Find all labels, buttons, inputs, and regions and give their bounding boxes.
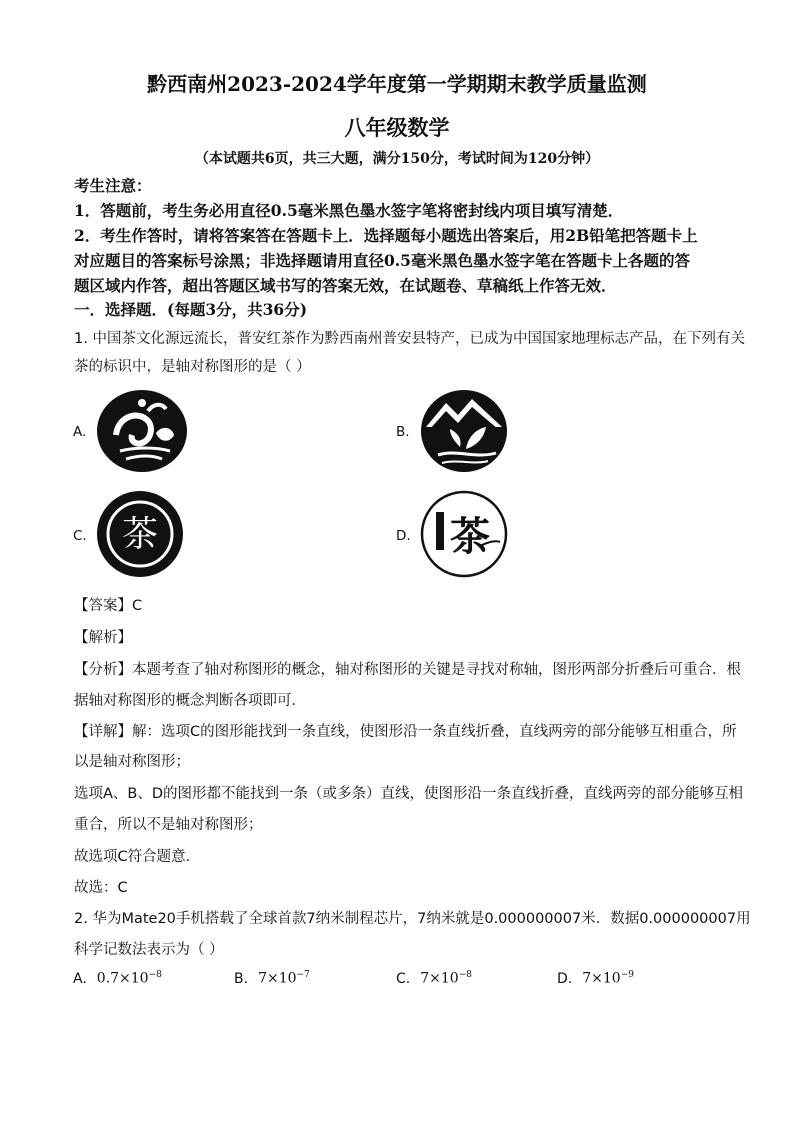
section-heading: 一．选择题．(每题3分，共36分) (74, 300, 308, 319)
q2-option-c-base: 7×10 (420, 970, 459, 987)
exam-note: （本试题共6页，共三大题，满分150分，考试时间为120分钟） (194, 151, 600, 167)
q1-stem-line-1: 1. 中国茶文化源远流长，普安红茶作为黔西南州普安县特产，已成为中国国家地理标志产品，在下列有关 (74, 331, 745, 347)
tea-logo-b-icon (420, 389, 508, 473)
q1-option-b-label: B. (396, 424, 410, 440)
q1-answer: 【答案】C (74, 598, 143, 614)
tea-logo-a-icon (96, 389, 188, 473)
q2-option-a-base: 0.7×10 (96, 970, 149, 987)
q2-option-b-exponent: −7 (296, 970, 310, 980)
q2-option-d-label: D. (557, 970, 573, 987)
instruction-item-2-line-1: 2．考生作答时，请将答案答在答题卡上．选择题每小题选出答案后，用2B铅笔把答题卡上 (74, 226, 698, 245)
q1-option-a-label: A. (73, 424, 87, 440)
tea-logo-c-icon (95, 490, 185, 578)
logo-c-character: 茶 (121, 514, 159, 555)
instructions-heading: 考生注意： (74, 176, 152, 195)
tea-logo-d-icon (420, 490, 508, 578)
q2-option-b-label: B. (234, 970, 249, 987)
exam-title: 黔西南州2023-2024学年度第一学期期末教学质量监测 (147, 72, 647, 96)
q2-option-b-base: 7×10 (258, 970, 297, 987)
q1-choice: 故选：C (74, 880, 128, 896)
q2-option-c (396, 970, 472, 987)
q2-option-d (557, 970, 634, 987)
q2-stem-line-1: 2. 华为Mate20手机搭载了全球首款7纳米制程芯片，7纳米就是0.000000007米．数据0.000000007用 (74, 911, 751, 927)
q2-option-a-exponent: −8 (148, 970, 162, 980)
exam-subtitle: 八年级数学 (344, 115, 450, 140)
q2-option-b (234, 970, 310, 987)
q2-stem-line-2: 科学记数法表示为（ ） (74, 942, 224, 958)
instruction-item-2-line-3: 题区域内作答，超出答题区域书写的答案无效，在试题卷、草稿纸上作答无效． (74, 276, 617, 295)
logo-d-character: 茶 (450, 513, 490, 560)
q2-option-c-exponent: −8 (458, 970, 472, 980)
q2-option-d-exponent: −9 (620, 970, 634, 980)
q1-detail-line-1: 【详解】解：选项C的图形能找到一条直线，使图形沿一条直线折叠，直线两旁的部分能够互相重合，所 (74, 724, 737, 740)
q1-option-c-label: C. (73, 528, 87, 544)
instruction-item-2-line-2: 对应题目的答案标号涂黑；非选择题请用直径0.5毫米黑色墨水签字笔在答题卡上各题的答 (74, 251, 690, 270)
q1-option-d-label: D. (396, 528, 411, 544)
q2-option-a (73, 970, 162, 987)
instruction-item-1: 1．答题前，考生务必用直径0.5毫米黑色墨水签字笔将密封线内项目填写清楚． (74, 201, 624, 220)
q2-option-a-label: A. (73, 970, 87, 987)
q1-stem-line-2: 茶的标识中，是轴对称图形的是（ ） (74, 359, 311, 375)
q1-detail-line-3: 选项A、B、D的图形都不能找到一条（或多条）直线，使图形沿一条直线折叠，直线两旁的部分能够互相 (74, 786, 744, 802)
q2-option-d-base: 7×10 (582, 970, 621, 987)
q1-analysis-heading: 【解析】 (74, 630, 132, 646)
q1-analysis-line-2: 据轴对称图形的概念判断各项即可． (74, 693, 306, 709)
q1-analysis-line-1: 【分析】本题考查了轴对称图形的概念，轴对称图形的关键是寻找对称轴，图形两部分折叠后可重合．根 (74, 662, 741, 678)
q1-detail-line-2: 以是轴对称图形； (74, 754, 190, 770)
q1-detail-line-5: 故选项C符合题意． (74, 849, 201, 865)
q1-detail-line-4: 重合，所以不是轴对称图形； (74, 817, 263, 833)
q2-option-c-label: C. (396, 970, 411, 987)
